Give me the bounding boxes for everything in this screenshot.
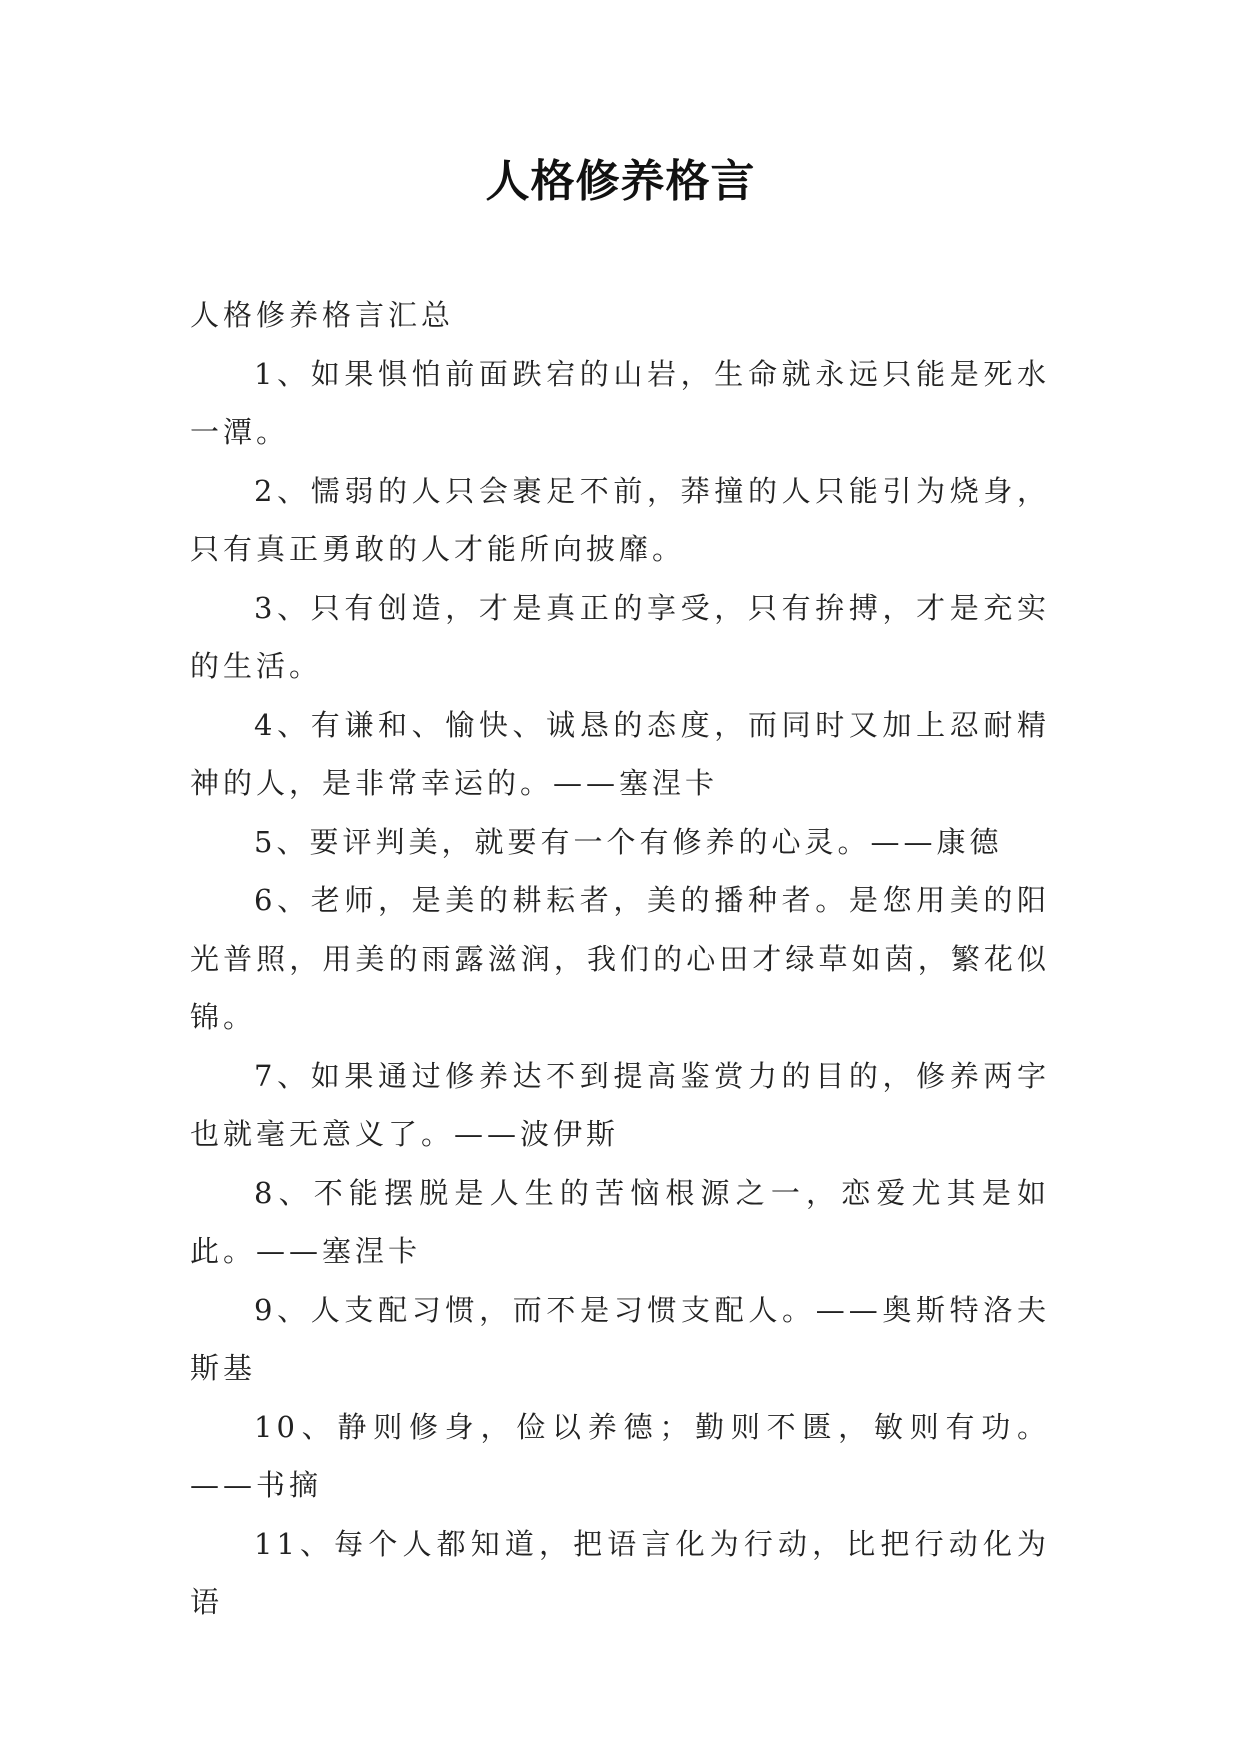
quote-paragraph: 11、每个人都知道，把语言化为行动，比把行动化为语 [190, 1526, 1050, 1619]
document-subtitle: 人格修养格言汇总 [190, 298, 455, 332]
document-body [190, 286, 1050, 1632]
quote-paragraph: 2、懦弱的人只会裹足不前，莽撞的人只能引为烧身，只有真正勇敢的人才能所向披靡。 [190, 473, 1050, 566]
quote-paragraph: 10、静则修身，俭以养德；勤则不匮，敏则有功。——书摘 [190, 1409, 1050, 1502]
quote-paragraph: 5、要评判美，就要有一个有修养的心灵。——康德 [254, 824, 1003, 859]
quote-paragraph: 3、只有创造，才是真正的享受，只有拚搏，才是充实的生活。 [190, 590, 1050, 683]
quote-paragraph: 9、人支配习惯，而不是习惯支配人。——奥斯特洛夫斯基 [190, 1292, 1050, 1385]
quote-paragraph: 6、老师，是美的耕耘者，美的播种者。是您用美的阳光普照，用美的雨露滋润，我们的心田才绿草如茵，繁花似锦。 [190, 883, 1050, 1034]
quote-paragraph: 4、有谦和、愉快、诚恳的态度，而同时又加上忍耐精神的人，是非常幸运的。——塞涅卡 [190, 707, 1050, 800]
quote-paragraph: 1、如果惧怕前面跌宕的山岩，生命就永远只能是死水一潭。 [190, 356, 1050, 449]
quote-paragraph: 8、不能摆脱是人生的苦恼根源之一，恋爱尤其是如此。——塞涅卡 [190, 1175, 1050, 1268]
document-title: 人格修养格言 [485, 156, 756, 207]
quote-paragraph: 7、如果通过修养达不到提高鉴赏力的目的，修养两字也就毫无意义了。——波伊斯 [190, 1058, 1050, 1151]
